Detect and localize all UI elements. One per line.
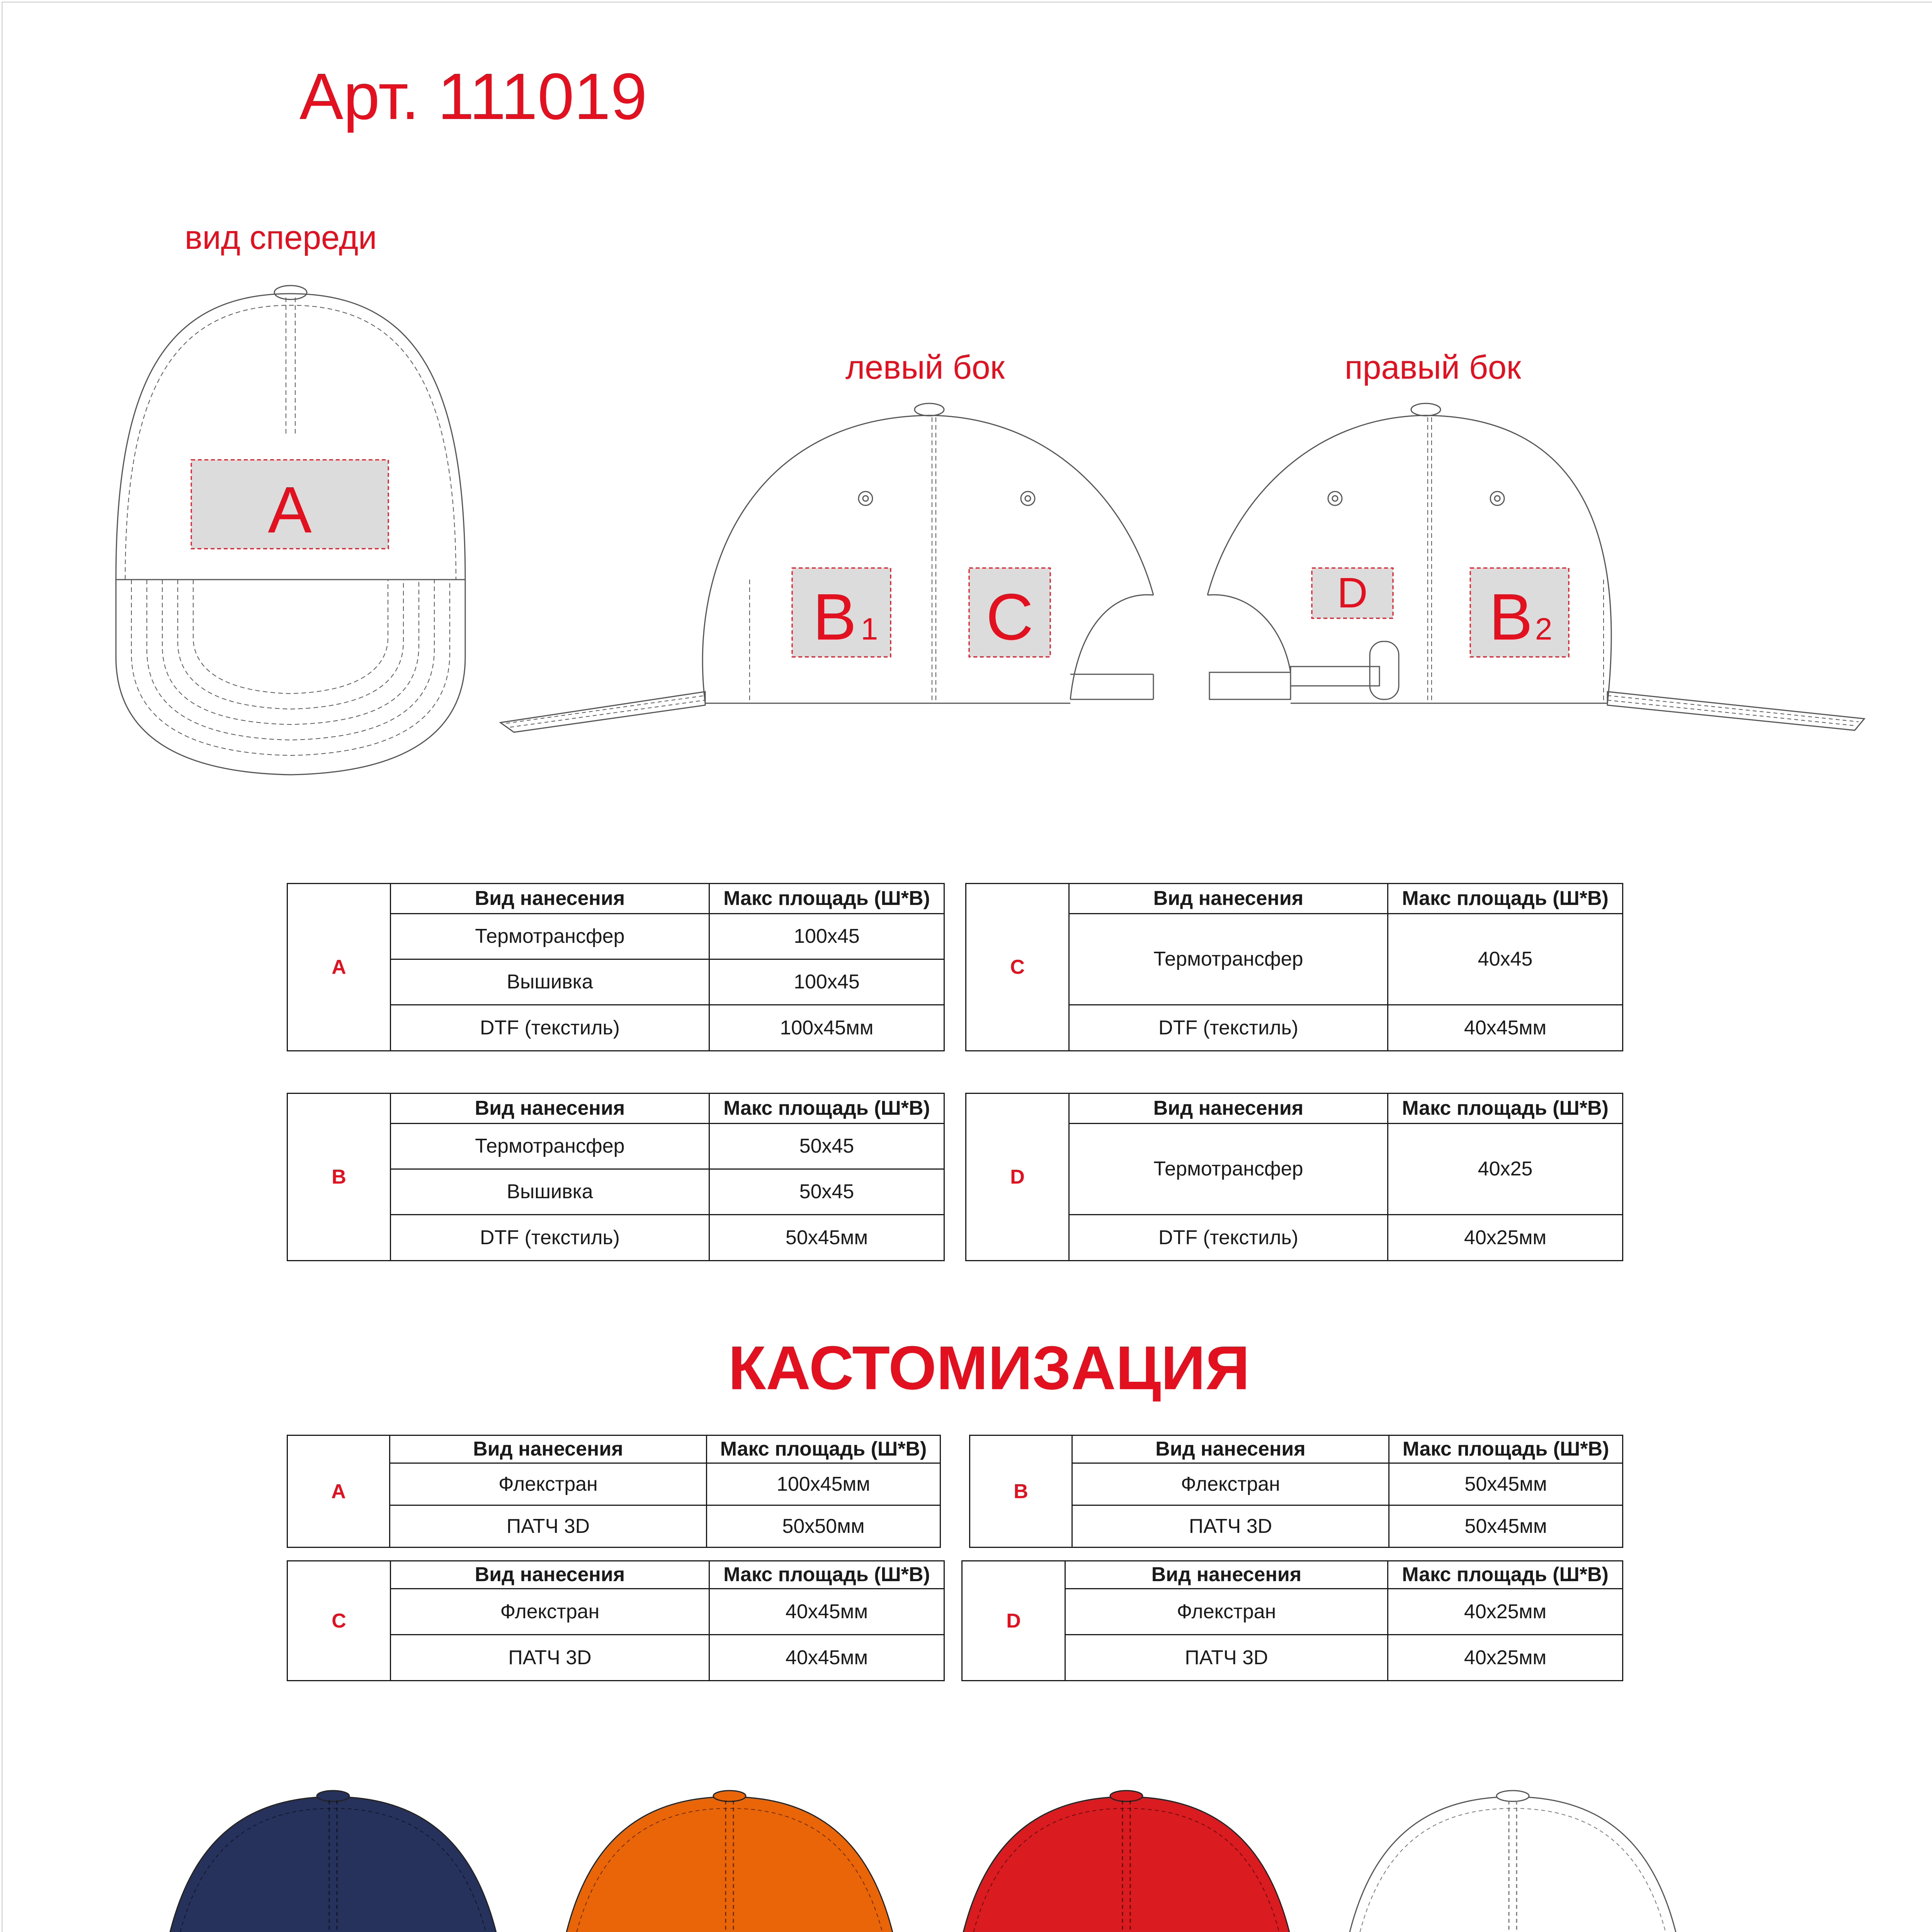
zone-a-label: A <box>268 473 312 547</box>
size-cell: 40x25мм <box>1388 1215 1623 1261</box>
method-cell: Термотрансфер <box>391 914 709 959</box>
zone-b1-label: B <box>813 580 857 654</box>
column-header: Вид нанесения <box>1069 884 1388 914</box>
customization-heading: КАСТОМИЗАЦИЯ <box>728 1333 1250 1402</box>
method-cell: DTF (текстиль) <box>1069 1215 1388 1261</box>
column-header: Вид нанесения <box>1069 1094 1388 1124</box>
right-side-label: правый бок <box>1345 349 1521 386</box>
table-letter: B <box>970 1435 1072 1548</box>
method-cell: Флекстран <box>391 1589 709 1635</box>
table-letter: A <box>287 884 391 1051</box>
column-header: Вид нанесения <box>391 1094 709 1124</box>
column-header: Макс площадь (Ш*В) <box>707 1435 940 1463</box>
orange-cap <box>552 1791 907 1932</box>
white-cap <box>1335 1791 1690 1932</box>
column-header: Макс площадь (Ш*В) <box>1388 884 1623 914</box>
method-cell: Термотрансфер <box>1069 914 1388 1005</box>
column-header: Вид нанесения <box>1072 1435 1389 1463</box>
size-cell: 40x25 <box>1388 1124 1623 1215</box>
table-letter: B <box>287 1094 391 1261</box>
method-cell: Термотрансфер <box>1069 1124 1388 1215</box>
method-cell: DTF (текстиль) <box>1069 1005 1388 1051</box>
zone-c-label: C <box>986 580 1034 654</box>
method-cell: ПАТЧ 3D <box>391 1635 709 1681</box>
method-cell: DTF (текстиль) <box>391 1215 709 1261</box>
size-cell: 50x45мм <box>1389 1505 1623 1548</box>
column-header: Макс площадь (Ш*В) <box>1389 1435 1623 1463</box>
column-header: Макс площадь (Ш*В) <box>1388 1561 1623 1589</box>
method-cell: Вышивка <box>391 1169 709 1215</box>
table-letter: A <box>287 1435 390 1548</box>
size-cell: 50x45мм <box>1389 1463 1623 1505</box>
method-cell: ПАТЧ 3D <box>1072 1505 1389 1548</box>
column-header: Макс площадь (Ш*В) <box>709 1561 944 1589</box>
column-header: Вид нанесения <box>390 1435 707 1463</box>
zone-b2-label: B <box>1489 580 1533 654</box>
size-cell: 50x45 <box>709 1124 944 1169</box>
size-cell: 100x45мм <box>709 1005 944 1051</box>
article-title: Арт. 111019 <box>299 60 647 133</box>
method-cell: ПАТЧ 3D <box>390 1505 707 1548</box>
size-cell: 40x25мм <box>1388 1589 1623 1635</box>
method-cell: Термотрансфер <box>391 1124 709 1169</box>
zone-d-label: D <box>1337 569 1368 617</box>
size-cell: 40x25мм <box>1388 1635 1623 1681</box>
size-cell: 100x45 <box>709 959 944 1005</box>
size-cell: 40x45мм <box>709 1589 944 1635</box>
front-view-label: вид спереди <box>185 219 377 256</box>
table-letter: D <box>962 1561 1065 1681</box>
column-header: Макс площадь (Ш*В) <box>1388 1094 1623 1124</box>
size-cell: 50x50мм <box>707 1505 940 1548</box>
red-cap <box>949 1791 1304 1932</box>
size-cell: 40x45 <box>1388 914 1623 1005</box>
navy-cap <box>155 1791 511 1932</box>
size-cell: 100x45мм <box>707 1463 940 1505</box>
method-cell: ПАТЧ 3D <box>1065 1635 1388 1681</box>
zone-b1-subscript: 1 <box>861 612 878 646</box>
method-cell: DTF (текстиль) <box>391 1005 709 1051</box>
column-header: Вид нанесения <box>391 1561 709 1589</box>
column-header: Макс площадь (Ш*В) <box>709 884 944 914</box>
column-header: Вид нанесения <box>391 884 709 914</box>
size-cell: 50x45мм <box>709 1215 944 1261</box>
method-cell: Флекстран <box>390 1463 707 1505</box>
method-cell: Флекстран <box>1065 1589 1388 1635</box>
method-cell: Вышивка <box>391 959 709 1005</box>
table-letter: C <box>966 884 1069 1051</box>
table-letter: C <box>287 1561 391 1681</box>
size-cell: 100x45 <box>709 914 944 959</box>
table-letter: D <box>966 1094 1069 1261</box>
method-cell: Флекстран <box>1072 1463 1389 1505</box>
zone-b2-subscript: 2 <box>1535 612 1553 646</box>
size-cell: 40x45мм <box>1388 1005 1623 1051</box>
left-side-label: левый бок <box>845 349 1005 386</box>
column-header: Вид нанесения <box>1065 1561 1388 1589</box>
size-cell: 50x45 <box>709 1169 944 1215</box>
size-cell: 40x45мм <box>709 1635 944 1681</box>
column-header: Макс площадь (Ш*В) <box>709 1094 944 1124</box>
